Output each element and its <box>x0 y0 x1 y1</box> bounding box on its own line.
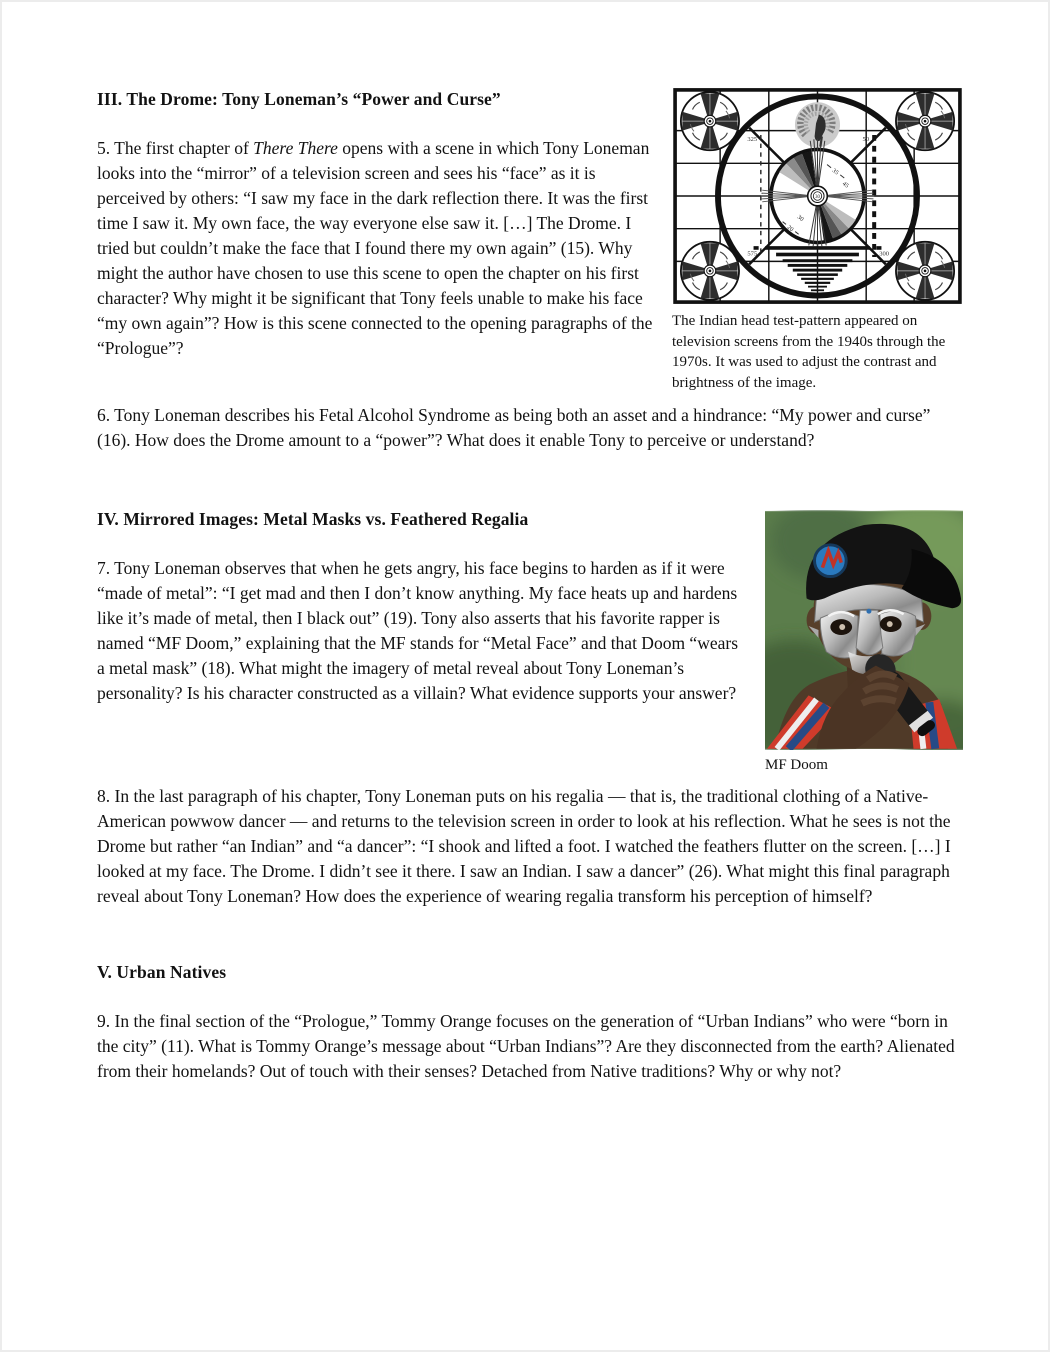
svg-text:50: 50 <box>862 135 870 143</box>
question-8: 8. In the last paragraph of his chapter, Tony Loneman puts on his regalia — that is, the traditional clothing of a Native-American powwow dancer — and returns to the television screen in order to look at his reflection. What he sees is not the Drome but rather “an Indian” and “a dancer”: “I shook and lifted a foot. I watched the feathers flutter on the screen. […] I looked at my face. The Drome. I didn’t see it there. I saw an Indian. I saw a dancer” (26). What might this final paragraph reveal about Tony Loneman? How does the experience of wearing regalia transform his perception of himself? <box>97 786 951 906</box>
section-iii-heading: III. The Drome: Tony Loneman’s “Power and Curse” <box>97 89 501 109</box>
mf-doom-photo <box>765 510 963 750</box>
svg-text:20: 20 <box>785 224 795 234</box>
question-9: 9. In the final section of the “Prologue,” Tommy Orange focuses on the generation of “Urban Indians” who were “born in the city” (11). What is Tommy Orange’s message about “Urban Indians”? Are they disconnected from the earth? Alienated from their homelands? Out of touch with their senses? Detached from Native traditions? Why or why not? <box>97 1011 955 1081</box>
book-title: There There <box>253 138 338 158</box>
question-5-text-post: opens with a scene in which Tony Loneman looks into the “mirror” of a television screen and sees his “face” as it is perceived by others: “I saw my face in the dark reflection there. It was the first time I saw it. My own face, the way everyone else saw it. […] The Drome. I tried but couldn’t make the face that I found there my own again” (15). Why might the author have chosen to use this scene to open the chapter on his first character? Why might it be significant that Tony feels unable to make his face “my own again”? How is this scene connected to the opening paragraphs of the “Prologue”? <box>97 138 653 358</box>
indian-head-test-pattern-image <box>672 87 963 305</box>
section-iii <box>97 87 963 453</box>
question-5-text-pre: 5. The first chapter of <box>97 138 254 158</box>
test-pattern-caption: The Indian head test-pattern appeared on television screens from the 1940s through the 1970s. It was used to adjust the contrast and brightness of the image. <box>672 313 946 391</box>
svg-text:30: 30 <box>815 194 820 200</box>
svg-text:35: 35 <box>830 167 840 177</box>
section-iv-heading: IV. Mirrored Images: Metal Masks vs. Feathered Regalia <box>97 509 529 529</box>
svg-text:30: 30 <box>795 214 805 223</box>
svg-text:300: 300 <box>879 250 890 258</box>
test-pattern-figure <box>672 87 963 393</box>
mf-doom-caption: MF Doom <box>765 757 828 773</box>
mf-doom-figure <box>765 510 963 776</box>
section-v-heading: V. Urban Natives <box>97 962 227 982</box>
section-v <box>97 960 963 1084</box>
svg-text:575: 575 <box>747 250 758 258</box>
svg-text:45: 45 <box>840 181 850 190</box>
svg-text:325: 325 <box>747 135 758 143</box>
section-iv <box>97 507 963 909</box>
question-7: 7. Tony Loneman observes that when he gets angry, his face begins to harden as if it were “made of metal”: “I get mad and then I don’t know anything. My face heats up and hardens like it’s made of metal, then I black out” (19). Tony also asserts that his favorite rapper is named “MF Doom,” explaining that the MF stands for “Metal Face” and that Doom “wears a metal mask” (18). What might the imagery of metal reveal about Tony Loneman’s personality? Is his character constructed as a villain? What evidence supports your answer? <box>97 558 739 703</box>
question-6: 6. Tony Loneman describes his Fetal Alcohol Syndrome as being both an asset and a hindrance: “My power and curse” (16). How does the Drome amount to a “power”? What does it enable Tony to perceive or understand? <box>97 405 931 450</box>
